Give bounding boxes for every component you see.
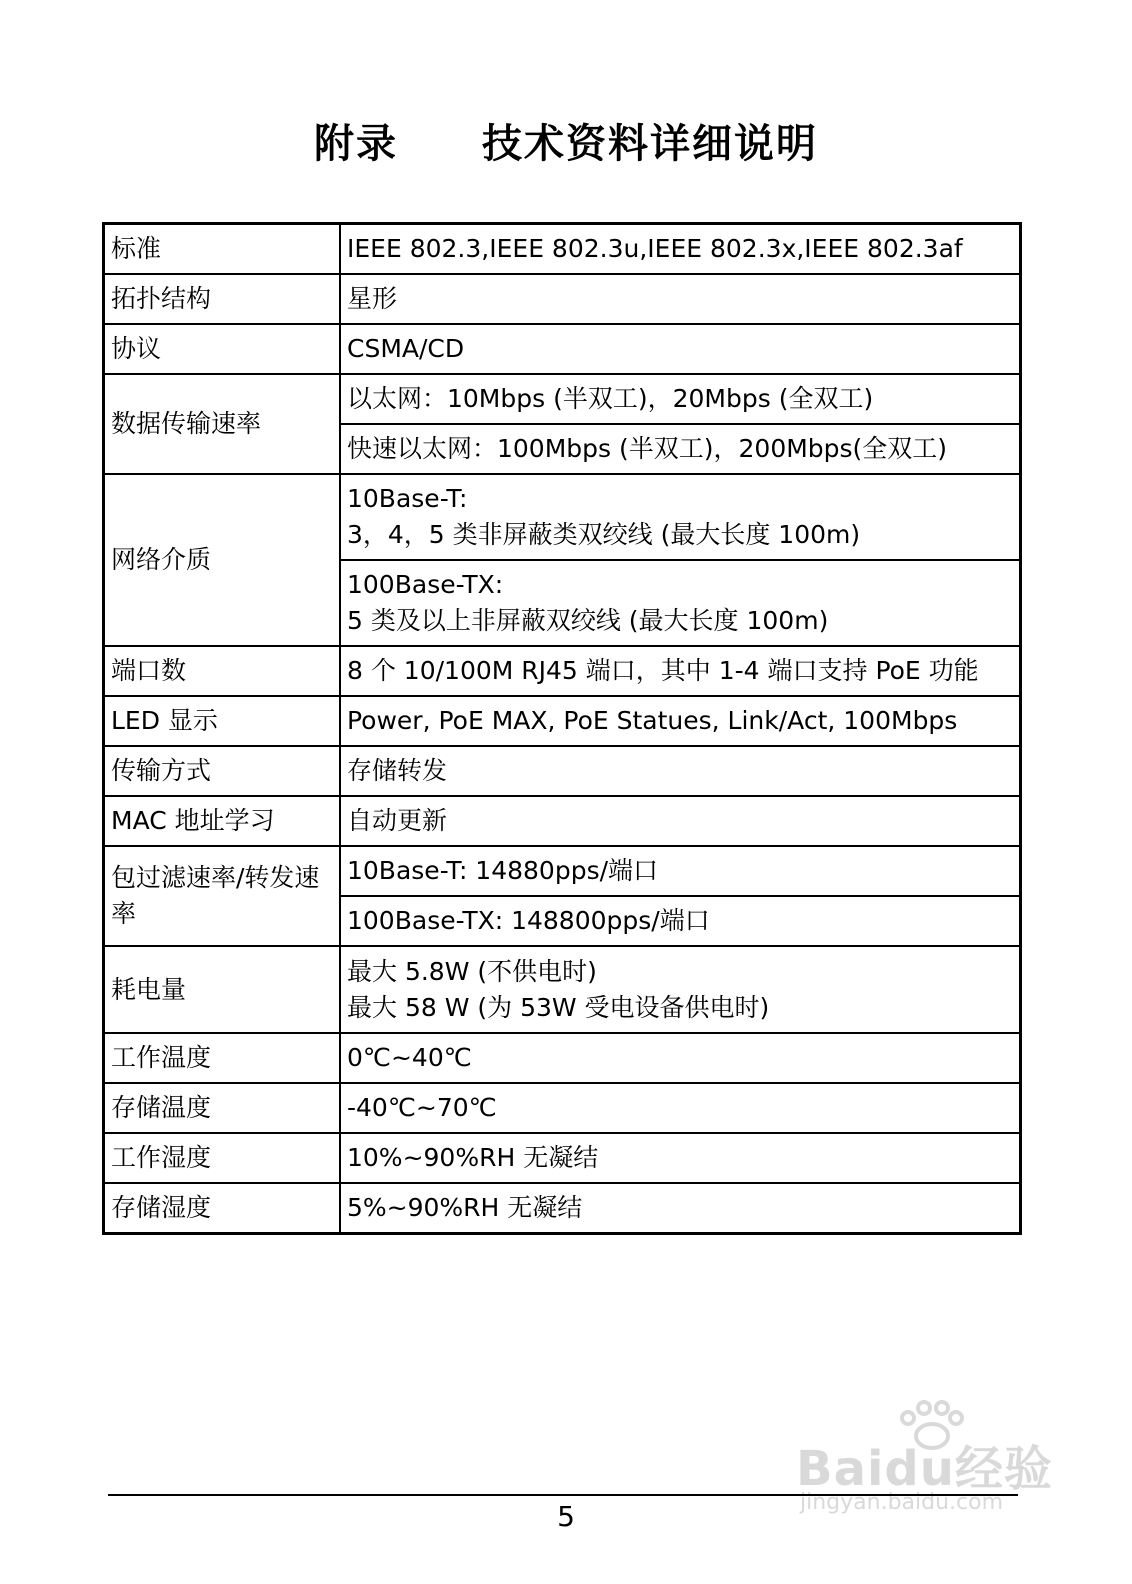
table-row	[104, 1033, 1021, 1083]
row-value: CSMA/CD	[340, 324, 1021, 374]
row-label: 工作湿度	[104, 1133, 341, 1183]
row-label: LED 显示	[104, 696, 341, 746]
table-row	[104, 474, 1021, 560]
row-value	[340, 560, 1021, 646]
row-label: 耗电量	[104, 946, 341, 1033]
power-line-1: 最大 5.8W (不供电时)	[347, 956, 597, 986]
row-value: 5%~90%RH 无凝结	[340, 1183, 1021, 1234]
row-value: 8 个 10/100M RJ45 端口，其中 1-4 端口支持 PoE 功能	[340, 646, 1021, 696]
row-value: 10%~90%RH 无凝结	[340, 1133, 1021, 1183]
row-value: 10Base-T: 14880pps/端口	[340, 846, 1021, 896]
row-label: 数据传输速率	[104, 374, 341, 474]
row-value: IEEE 802.3,IEEE 802.3u,IEEE 802.3x,IEEE 802.3af	[340, 224, 1021, 275]
table-row	[104, 746, 1021, 796]
row-label: MAC 地址学习	[104, 796, 341, 846]
table-row	[104, 846, 1021, 896]
table-row	[104, 946, 1021, 1033]
row-label: 包过滤速率/转发速率	[104, 846, 341, 946]
row-label: 端口数	[104, 646, 341, 696]
row-label: 协议	[104, 324, 341, 374]
row-value: Power, PoE MAX, PoE Statues, Link/Act, 100Mbps	[340, 696, 1021, 746]
medium-10base-t-desc: 3，4，5 类非屏蔽类双绞线 (最大长度 100m)	[347, 520, 861, 549]
table-row	[104, 374, 1021, 424]
medium-100base-tx-name: 100Base-TX:	[347, 570, 504, 599]
row-label: 存储温度	[104, 1083, 341, 1133]
row-label: 标准	[104, 224, 341, 275]
table-row	[104, 646, 1021, 696]
table-row	[104, 1133, 1021, 1183]
row-value: -40℃~70℃	[340, 1083, 1021, 1133]
table-row	[104, 274, 1021, 324]
spec-table	[102, 222, 1022, 1235]
footer-divider	[108, 1494, 1018, 1496]
power-line-2: 最大 58 W (为 53W 受电设备供电时)	[347, 992, 770, 1022]
page-title	[0, 112, 1132, 169]
row-value: 存储转发	[340, 746, 1021, 796]
row-label: 工作温度	[104, 1033, 341, 1083]
row-value: 100Base-TX: 148800pps/端口	[340, 896, 1021, 946]
row-value: 以太网：10Mbps (半双工)，20Mbps (全双工)	[340, 374, 1021, 424]
row-label: 存储湿度	[104, 1183, 341, 1234]
page-number: 5	[557, 1500, 575, 1533]
row-value: 星形	[340, 274, 1021, 324]
row-value	[340, 474, 1021, 560]
row-label: 拓扑结构	[104, 274, 341, 324]
row-label: 网络介质	[104, 474, 341, 646]
row-label: 传输方式	[104, 746, 341, 796]
table-row	[104, 224, 1021, 275]
watermark-url: jingyan.baidu.com	[800, 1490, 1004, 1515]
table-row	[104, 796, 1021, 846]
row-value: 自动更新	[340, 796, 1021, 846]
row-value: 0℃~40℃	[340, 1033, 1021, 1083]
row-value	[340, 946, 1021, 1033]
table-row	[104, 696, 1021, 746]
medium-100base-tx-desc: 5 类及以上非屏蔽双绞线 (最大长度 100m)	[347, 606, 829, 635]
row-value: 快速以太网：100Mbps (半双工)，200Mbps(全双工)	[340, 424, 1021, 474]
medium-10base-t-name: 10Base-T:	[347, 484, 468, 513]
table-row	[104, 324, 1021, 374]
watermark-text: Baidu经验	[796, 1441, 1053, 1497]
table-row	[104, 1083, 1021, 1133]
title-heading: 技术资料详细说明	[482, 121, 818, 167]
table-row	[104, 1183, 1021, 1234]
title-appendix: 附录	[314, 121, 398, 167]
